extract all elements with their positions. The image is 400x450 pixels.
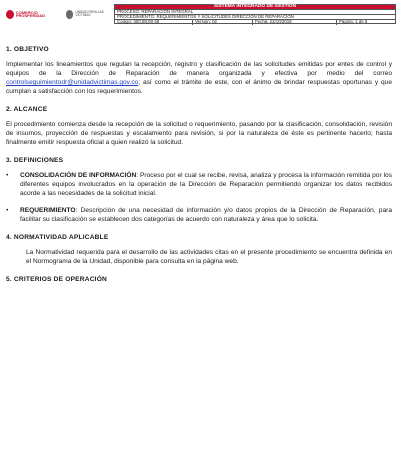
section-definiciones-title: 3. DEFINICIONES: [6, 157, 64, 164]
section-objetivo-text: Implementar los lineamientos que regulan la recepción, registro y clasificación de las solicitudes emitidas por entes de control y equipos de la Dirección de Reparación de manera organizada y efectiva por medio del correo controlseguimientodr@unidadvictimas.gov.co; así como el trámite de este, con el ánimo de brindar respuestas oportunas y que cumplan a satisfacción con los requerimientos.: [6, 61, 392, 95]
section-alcance-title: 2. ALCANCE: [6, 106, 48, 113]
email-link[interactable]: controlseguimientodr@unidadvictimas.gov.co: [6, 79, 139, 86]
logo1-text: COMERCIO PROSPERIDAD: [15, 9, 46, 18]
section-normatividad-title: 4. NORMATIVIDAD APLICABLE: [6, 234, 109, 241]
procedure-row: PROCEDIMIENTO: REQUERIMIENTOS Y SOLICITUDES DIRECCIÓN DE REPARACIÓN: [115, 15, 395, 20]
header-logos: [4, 4, 114, 24]
colombia-seal-icon: [6, 10, 14, 19]
date-cell: Fecha: 22/10/2018: [253, 20, 337, 25]
version-cell: Versión: 02: [193, 20, 253, 25]
logo-prosperidad: [6, 10, 62, 19]
document-header: [4, 4, 396, 24]
definition-item: [6, 171, 392, 198]
definition-term: REQUERIMIENTO: [20, 207, 76, 214]
bullet-dot-icon: •: [6, 207, 9, 214]
system-title: SISTEMA INTEGRADO DE GESTION: [115, 5, 395, 10]
definition-term: CONSOLIDACIÓN DE INFORMACIÓN: [20, 172, 137, 179]
definition-item: [6, 206, 392, 224]
page-cell: Página: 1 de 5: [339, 20, 368, 24]
section-objetivo-title: 1. OBJETIVO: [6, 46, 49, 53]
definition-text: : Proceso por el cual se recibe, revisa, analiza y procesa la información remitida por los diferentes equipos involucrados en la operación de la Dirección de Reparación permitiendo organizar los datos recibidos acorde a las necesidades de la solicitud inicial.: [20, 172, 392, 197]
meta-row: [115, 20, 395, 25]
process-row: PROCESO: REPARACIÓN INTEGRAL: [115, 10, 395, 15]
section-normatividad-text: La Normatividad requerida para el desarrollo de las actividades citas en el presente procedimiento se encuentra definida en el Normograma de la Unidad, disponible para consulta en la página web.: [26, 249, 392, 265]
section-alcance-text: El procedimiento comienza desde la recepción de la solicitud o requerimiento, pasando por la clasificación, consolidación, revisión de insumos, proyección de respuestas y escalamiento para revisión, si por la naturaleza de éste es pertinente hacerlo; hasta finalmente emitir respuesta oficial a quien realizó la solicitud.: [6, 121, 392, 146]
bullet-dot-icon: •: [6, 172, 9, 179]
unidad-victimas-logo-icon: [66, 10, 74, 19]
header-table: [114, 4, 396, 24]
code-cell: Código: 400,08,08-28: [115, 20, 193, 25]
section-criterios-title: 5. CRITERIOS DE OPERACIÓN: [6, 276, 107, 283]
document-body: [6, 34, 392, 290]
logo-unidad-victimas: [66, 10, 114, 19]
definition-text: : Descripción de una necesidad de información y/o datos propios de la Dirección de Reparación, para facilitar su clasificación se establecen dos categorías de acuerdo con naturaleza y área que lo solicita.: [20, 207, 392, 223]
logo2-text: UNIDAD PARA LAS VICTIMAS: [75, 9, 104, 17]
